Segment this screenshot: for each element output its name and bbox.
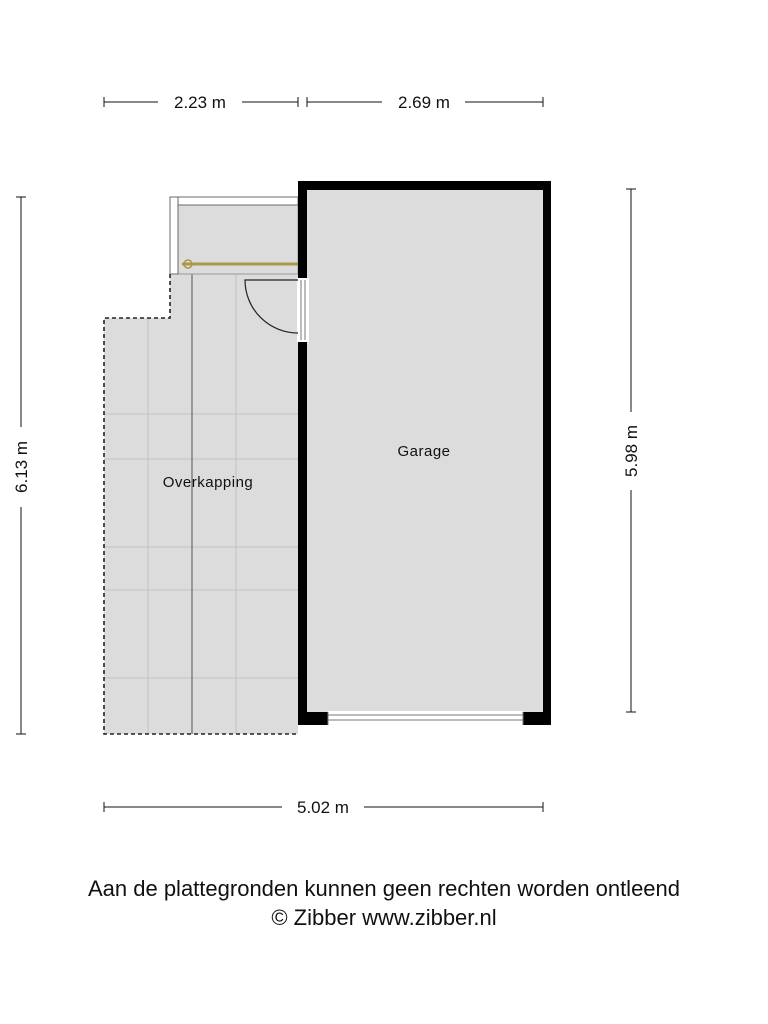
dimension-bottom	[104, 798, 543, 817]
copyright-text: © Zibber www.zibber.nl	[271, 905, 497, 930]
dimension-top-right-label: 2.69 m	[398, 93, 450, 112]
room-label-garage: Garage	[397, 443, 451, 460]
dimension-right-label: 5.98 m	[622, 425, 641, 477]
side-door-opening	[297, 278, 309, 342]
dimension-bottom-label: 5.02 m	[297, 798, 349, 817]
overkapping-area	[104, 197, 298, 734]
room-label-overkapping: Overkapping	[162, 474, 254, 491]
dimension-right	[622, 189, 641, 712]
dimension-top-left-label: 2.23 m	[174, 93, 226, 112]
garage-door-opening	[328, 711, 523, 726]
dimension-top-left	[104, 93, 298, 112]
dimension-left-label: 6.13 m	[12, 441, 31, 493]
disclaimer-text: Aan de plattegronden kunnen geen rechten worden ontleend	[87, 876, 681, 901]
dimension-left	[12, 197, 31, 734]
dimension-top-right	[307, 93, 543, 112]
